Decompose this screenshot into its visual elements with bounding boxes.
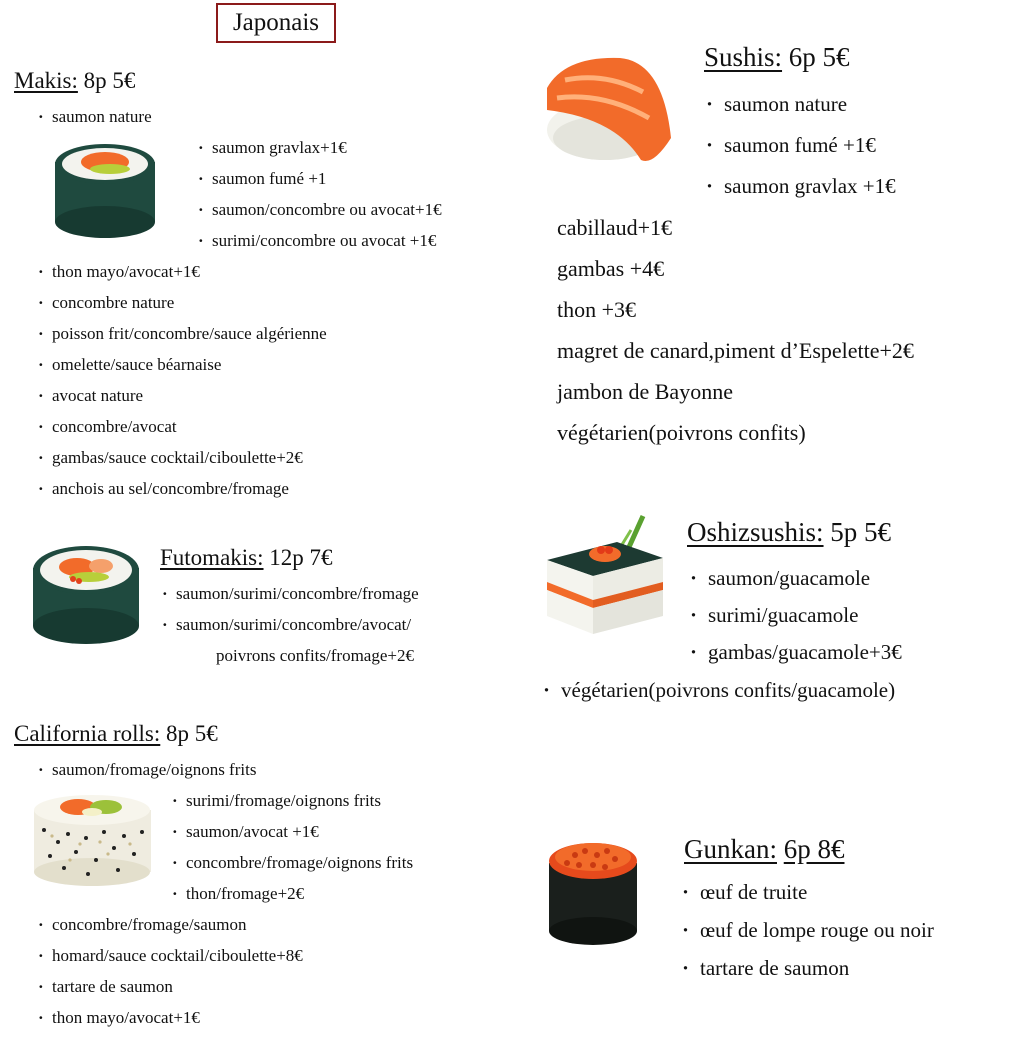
list-item: jambon de Bayonne — [557, 379, 733, 404]
list-item: · thon mayo/avocat+1€ — [38, 1008, 200, 1028]
list-item: · gambas/guacamole+3€ — [690, 640, 902, 665]
list-item: · concombre/fromage/oignons frits — [172, 853, 413, 873]
makis-price: 8p 5€ — [83, 68, 136, 93]
list-item: · saumon/surimi/concombre/avocat/ — [162, 615, 411, 635]
oshizsushis-price: 5p 5€ — [830, 517, 892, 547]
futomaki-icon — [27, 540, 145, 648]
maki-icon — [50, 140, 160, 240]
list-item: thon +3€ — [557, 297, 637, 322]
list-item: · concombre nature — [38, 293, 174, 313]
list-item: · saumon nature — [38, 107, 152, 127]
gunkan-name: Gunkan: — [684, 834, 777, 864]
list-item: · saumon/fromage/oignons frits — [38, 760, 256, 780]
list-item: cabillaud+1€ — [557, 215, 673, 240]
list-item-continued: poivrons confits/fromage+2€ — [216, 646, 414, 665]
futomakis-price: 12p 7€ — [269, 545, 333, 570]
list-item: gambas +4€ — [557, 256, 665, 281]
list-item: végétarien(poivrons confits) — [557, 420, 806, 445]
list-item: · gambas/sauce cocktail/ciboulette+2€ — [38, 448, 303, 468]
list-item: · tartare de saumon — [682, 956, 849, 981]
list-item: · saumon/concombre ou avocat+1€ — [198, 200, 442, 220]
list-item: · surimi/concombre ou avocat +1€ — [198, 231, 436, 251]
sushis-heading — [704, 42, 850, 73]
gunkan-icon — [545, 837, 641, 947]
list-item: · saumon gravlax +1€ — [706, 174, 896, 199]
list-item: · saumon nature — [706, 92, 847, 117]
list-item: · avocat nature — [38, 386, 143, 406]
list-item: · homard/sauce cocktail/ciboulette+8€ — [38, 946, 303, 966]
list-item: · saumon/avocat +1€ — [172, 822, 319, 842]
oshizsushis-heading — [687, 517, 891, 548]
list-item: · anchois au sel/concombre/fromage — [38, 479, 289, 499]
list-item: · surimi/guacamole — [690, 603, 858, 628]
california-heading — [14, 721, 218, 747]
oshizushi-icon — [545, 512, 665, 640]
makis-heading — [14, 68, 135, 94]
nigiri-icon — [545, 48, 685, 168]
list-item: · poisson frit/concombre/sauce algérienne — [38, 324, 327, 344]
sushis-name: Sushis: — [704, 42, 783, 72]
list-item: · saumon gravlax+1€ — [198, 138, 347, 158]
california-name: California rolls: — [14, 721, 161, 746]
futomakis-name: Futomakis: — [160, 545, 264, 570]
list-item: · œuf de lompe rouge ou noir — [682, 918, 934, 943]
sushis-price: 6p 5€ — [788, 42, 850, 72]
list-item: · saumon/guacamole — [690, 566, 870, 591]
list-item: · œuf de truite — [682, 880, 807, 905]
list-item: · saumon fumé +1 — [198, 169, 326, 189]
list-item: magret de canard,piment d’Espelette+2€ — [557, 338, 914, 363]
list-item: · tartare de saumon — [38, 977, 173, 997]
list-item: · concombre/avocat — [38, 417, 177, 437]
list-item: · surimi/fromage/oignons frits — [172, 791, 381, 811]
list-item: · végétarien(poivrons confits/guacamole) — [543, 678, 895, 703]
oshizsushis-name: Oshizsushis: — [687, 517, 824, 547]
california-roll-icon — [30, 790, 155, 890]
california-price: 8p 5€ — [166, 721, 218, 746]
page-title: Japonais — [216, 3, 336, 43]
futomakis-heading — [160, 545, 333, 571]
makis-name: Makis: — [14, 68, 78, 93]
list-item: · omelette/sauce béarnaise — [38, 355, 221, 375]
gunkan-heading — [684, 834, 844, 865]
list-item: · thon/fromage+2€ — [172, 884, 304, 904]
list-item: · saumon fumé +1€ — [706, 133, 876, 158]
gunkan-price: 6p 8€ — [783, 834, 845, 864]
list-item: · concombre/fromage/saumon — [38, 915, 247, 935]
list-item: · thon mayo/avocat+1€ — [38, 262, 200, 282]
list-item: · saumon/surimi/concombre/fromage — [162, 584, 419, 604]
